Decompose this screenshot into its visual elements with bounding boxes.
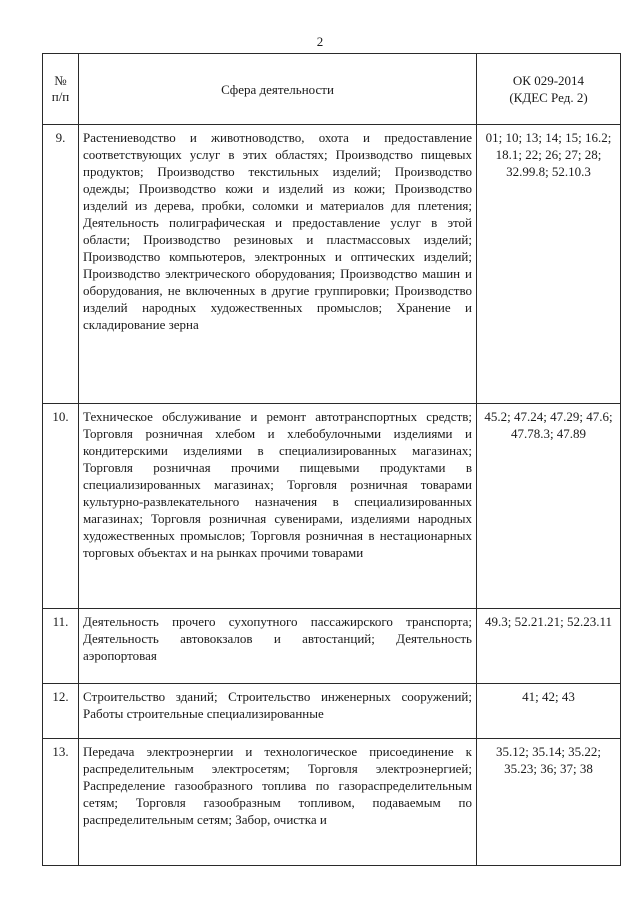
- row-number: 10.: [43, 404, 79, 609]
- row-codes: 49.3; 52.21.21; 52.23.11: [477, 609, 621, 684]
- row-codes: 01; 10; 13; 14; 15; 16.2; 18.1; 22; 26; 27; 28; 32.99.8; 52.10.3: [477, 125, 621, 404]
- row-activity: Передача электроэнергии и технологическое присоединение к распределительным электросетям; Торговля электроэнергией; Распределение газообразного топлива по газораспределительным сетям; Торговля газообразным топливом, подаваемым по распределительным сетям; Забор, очистка и: [79, 739, 477, 866]
- row-activity: Строительство зданий; Строительство инженерных сооружений; Работы строительные специализированные: [79, 684, 477, 739]
- row-codes: 45.2; 47.24; 47.29; 47.6; 47.78.3; 47.89: [477, 404, 621, 609]
- page-number: 2: [316, 34, 324, 49]
- table-row: [43, 125, 621, 404]
- row-activity: Растениеводство и животноводство, охота и предоставление соответствующих услуг в этих областях; Производство пищевых продуктов; Производство текстильных изделий; Производство одежды; Производство кожи и изделий из кожи; Производство изделий из дерева, пробки, соломки и материалов для плетения; Деятельность полиграфическая и предоставление услуг в этой области; Производство резиновых и пластмассовых изделий; Производство компьютеров, электронных и оптических изделий; Производство электрического оборудования; Производство машин и оборудования, не включенных в другие группировки; Производство изделий народных художественных промыслов; Хранение и складирование зерна: [79, 125, 477, 404]
- row-codes: 35.12; 35.14; 35.22; 35.23; 36; 37; 38: [477, 739, 621, 866]
- table-header-row: [43, 54, 621, 125]
- activity-table: [42, 53, 621, 866]
- row-activity: Деятельность прочего сухопутного пассажирского транспорта; Деятельность автовокзалов и автостанций; Деятельность аэропортовая: [79, 609, 477, 684]
- row-codes: 41; 42; 43: [477, 684, 621, 739]
- table-row: [43, 404, 621, 609]
- table-row: [43, 739, 621, 866]
- row-number: 13.: [43, 739, 79, 866]
- row-number: 9.: [43, 125, 79, 404]
- row-number: 12.: [43, 684, 79, 739]
- row-number: 11.: [43, 609, 79, 684]
- header-ok-code: ОК 029-2014: [512, 73, 585, 88]
- header-ok-cell: [477, 54, 621, 125]
- row-activity: Техническое обслуживание и ремонт автотранспортных средств; Торговля розничная хлебом и хлебобулочными изделиями и кондитерскими изделиями в специализированных магазинах; Торговля розничная прочими пищевыми продуктами в специализированных магазинах; Торговля розничная товарами культурно-развлекательного назначения в специализированных магазинах; Торговля розничная сувенирами, изделиями народных художественных промыслов; Торговля розничная в нестационарных торговых объектах и на рынках прочими товарами: [79, 404, 477, 609]
- table-row: [43, 684, 621, 739]
- header-activity-cell: [79, 54, 477, 125]
- table-row: [43, 609, 621, 684]
- header-number-symbol: №: [54, 73, 67, 88]
- header-number-label: п/п: [51, 89, 70, 104]
- header-activity-label: Сфера деятельности: [221, 81, 334, 97]
- header-number-cell: [43, 54, 79, 125]
- header-ok-edition: (КДЕС Ред. 2): [509, 90, 588, 105]
